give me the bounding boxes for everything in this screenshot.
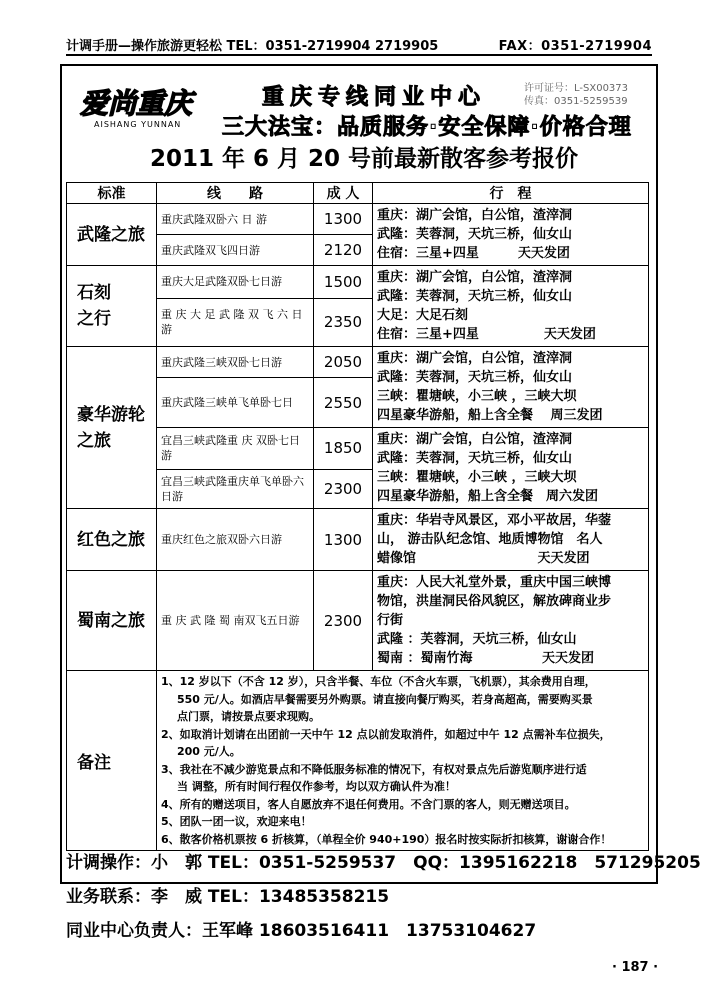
contact-manager: 同业中心负责人：王军峰 18603516411 13753104627 bbox=[66, 921, 537, 941]
adult-price: 2550 bbox=[314, 378, 373, 428]
note-line: 4、所有的赠送项目，客人自愿放弃不退任何费用。不含门票的客人，则无赠送项目。 bbox=[161, 797, 576, 811]
itinerary-cell bbox=[373, 428, 649, 509]
adult-price: 1300 bbox=[314, 509, 373, 571]
page-header bbox=[66, 33, 652, 53]
itinerary-line: 四星豪华游船，船上含全餐 周六发团 bbox=[377, 489, 599, 504]
note-line: 6、散客价格机票按 6 折核算，（单程全价 940+190）报名时按实际折扣核算，谢谢合作！ bbox=[161, 832, 612, 846]
header-fax: FAX：0351-2719904 bbox=[498, 39, 652, 54]
adult-price: 2120 bbox=[314, 235, 373, 266]
itinerary-line: 三峡：瞿塘峡，小三峡 ，三峡大坝 bbox=[377, 389, 577, 404]
license-number: 许可证号：L-SX00373 bbox=[524, 83, 629, 94]
contact-operator: 计调操作：小 郭 TEL：0351-5259537 QQ：1395162218 571295205 bbox=[66, 853, 701, 873]
logo-text: 爱尚重庆 bbox=[80, 87, 193, 120]
logo-subtext: AISHANG YUNNAN bbox=[94, 120, 182, 129]
table-row bbox=[67, 204, 649, 235]
route-name: 重 庆 武 隆 蜀 南双飞五日游 bbox=[157, 571, 314, 671]
header-itinerary: 行 程 bbox=[373, 183, 649, 204]
note-line: 5、团队一团一议，欢迎来电！ bbox=[161, 815, 312, 828]
table-body bbox=[67, 204, 649, 851]
itinerary-line: 山， 游击队纪念馆、地质博物馆 名人 bbox=[377, 532, 603, 547]
contact-business: 业务联系：李 威 TEL：13485358215 bbox=[66, 887, 390, 907]
route-name: 重 庆 大 足 武 隆 双 飞 六 日游 bbox=[157, 298, 314, 346]
header-divider bbox=[66, 54, 652, 56]
header-route: 线 路 bbox=[157, 183, 314, 204]
table-row bbox=[67, 347, 649, 378]
adult-price: 2300 bbox=[314, 469, 373, 508]
route-name: 重庆武隆三峡单飞单卧七日 bbox=[157, 378, 314, 428]
itinerary-cell bbox=[373, 204, 649, 266]
itinerary-line: 物馆，洪崖洞民俗风貌区，解放碑商业步 bbox=[377, 594, 612, 609]
adult-price: 1850 bbox=[314, 428, 373, 470]
itinerary-line: 大足：大足石刻 bbox=[377, 308, 469, 323]
route-name: 重庆武隆双卧六 日 游 bbox=[157, 204, 314, 235]
route-name: 重庆武隆三峡双卧七日游 bbox=[157, 347, 314, 378]
brand-title: 重庆专线同业中心 bbox=[262, 85, 487, 110]
contacts bbox=[66, 848, 701, 950]
itinerary-cell bbox=[373, 509, 649, 571]
category-cell: 武隆之旅 bbox=[67, 204, 157, 266]
adult-price: 2300 bbox=[314, 571, 373, 671]
header-standard: 标准 bbox=[67, 183, 157, 204]
route-name: 宜昌三峡武隆重 庆 双卧七日游 bbox=[157, 428, 314, 470]
table-row bbox=[67, 509, 649, 571]
itinerary-line: 武隆：芙蓉洞，天坑三桥，仙女山 bbox=[377, 227, 573, 242]
page-title: 2011 年 6 月 20 号前最新散客参考报价 bbox=[150, 146, 579, 172]
itinerary-line: 行街 bbox=[377, 613, 404, 628]
route-name: 重庆武隆双飞四日游 bbox=[157, 235, 314, 266]
table-row bbox=[67, 266, 649, 299]
adult-price: 1500 bbox=[314, 266, 373, 299]
note-line: 550 元/人。如酒店早餐需要另外购票。请直接向餐厅购买，若身高超高，需要购买景 bbox=[177, 692, 593, 706]
note-line: 3、我社在不减少游览景点和不降低服务标准的情况下，有权对景点先后游览顺序进行适 bbox=[161, 762, 587, 776]
note-line: 当 调整，所有时间行程仅作参考，均以双方确认件为准！ bbox=[177, 780, 456, 793]
itinerary-line: 重庆：华岩寺风景区，邓小平故居，华蓥 bbox=[377, 513, 612, 528]
note-line: 200 元/人。 bbox=[177, 745, 241, 758]
adult-price: 1300 bbox=[314, 204, 373, 235]
itinerary-cell bbox=[373, 266, 649, 347]
logo bbox=[74, 78, 214, 134]
notes-label: 备注 bbox=[67, 671, 157, 851]
notes-cell bbox=[157, 671, 649, 851]
license-fax: 传真：0351-5259539 bbox=[524, 96, 628, 107]
itinerary-line: 住宿：三星+四星 天天发团 bbox=[377, 327, 596, 342]
route-name: 重庆红色之旅双卧六日游 bbox=[157, 509, 314, 571]
table-header-row bbox=[67, 183, 649, 204]
category-cell: 蜀南之旅 bbox=[67, 571, 157, 671]
note-line: 2、如取消计划请在出团前一天中午 12 点以前发取消件，如超过中午 12 点需补车位损失， bbox=[161, 727, 611, 741]
category-cell: 豪华游轮 之旅 bbox=[67, 347, 157, 509]
itinerary-cell bbox=[373, 347, 649, 428]
slogan: 三大法宝：品质服务·安全保障·价格合理 bbox=[222, 115, 632, 140]
category-cell: 石刻 之行 bbox=[67, 266, 157, 347]
route-name: 重庆大足武隆双卧七日游 bbox=[157, 266, 314, 299]
itinerary-line: 重庆：人民大礼堂外景，重庆中国三峡博 bbox=[377, 575, 612, 590]
page-number: · 187 · bbox=[612, 960, 659, 975]
header-adult: 成 人 bbox=[314, 183, 373, 204]
itinerary-line: 蜀南 ：蜀南竹海 天天发团 bbox=[377, 651, 595, 666]
note-line: 点门票，请按景点要求现购。 bbox=[177, 710, 320, 723]
itinerary-line: 四星豪华游船，船上含全餐 周三发团 bbox=[377, 408, 603, 423]
header-left-text: 计调手册—操作旅游更轻松 TEL：0351-2719904 2719905 bbox=[66, 39, 439, 54]
itinerary-cell bbox=[373, 571, 649, 671]
table-row bbox=[67, 571, 649, 671]
itinerary-line: 住宿：三星+四星 天天发团 bbox=[377, 246, 570, 261]
itinerary-line: 蜡像馆 天天发团 bbox=[377, 551, 590, 566]
itinerary-line: 武隆：芙蓉洞，天坑三桥，仙女山 bbox=[377, 451, 573, 466]
notes-row bbox=[67, 671, 649, 851]
itinerary-line: 武隆 ：芙蓉洞，天坑三桥，仙女山 bbox=[377, 632, 577, 647]
category-cell: 红色之旅 bbox=[67, 509, 157, 571]
itinerary-line: 武隆：芙蓉洞，天坑三桥，仙女山 bbox=[377, 289, 573, 304]
itinerary-line: 三峡：瞿塘峡，小三峡 ，三峡大坝 bbox=[377, 470, 577, 485]
route-name: 宜昌三峡武隆重庆单飞单卧六日游 bbox=[157, 469, 314, 508]
itinerary-line: 重庆：湖广会馆，白公馆，渣滓洞 bbox=[377, 351, 573, 366]
itinerary-line: 重庆：湖广会馆，白公馆，渣滓洞 bbox=[377, 208, 573, 223]
price-table bbox=[66, 182, 649, 851]
itinerary-line: 重庆：湖广会馆，白公馆，渣滓洞 bbox=[377, 432, 573, 447]
itinerary-line: 武隆：芙蓉洞，天坑三桥，仙女山 bbox=[377, 370, 573, 385]
note-line: 1、12 岁以下（不含 12 岁），只含半餐、车位（不含火车票，飞机票），其余费用自理， bbox=[161, 675, 596, 688]
adult-price: 2350 bbox=[314, 298, 373, 346]
adult-price: 2050 bbox=[314, 347, 373, 378]
itinerary-line: 重庆：湖广会馆，白公馆，渣滓洞 bbox=[377, 270, 573, 285]
license-info bbox=[524, 82, 628, 108]
